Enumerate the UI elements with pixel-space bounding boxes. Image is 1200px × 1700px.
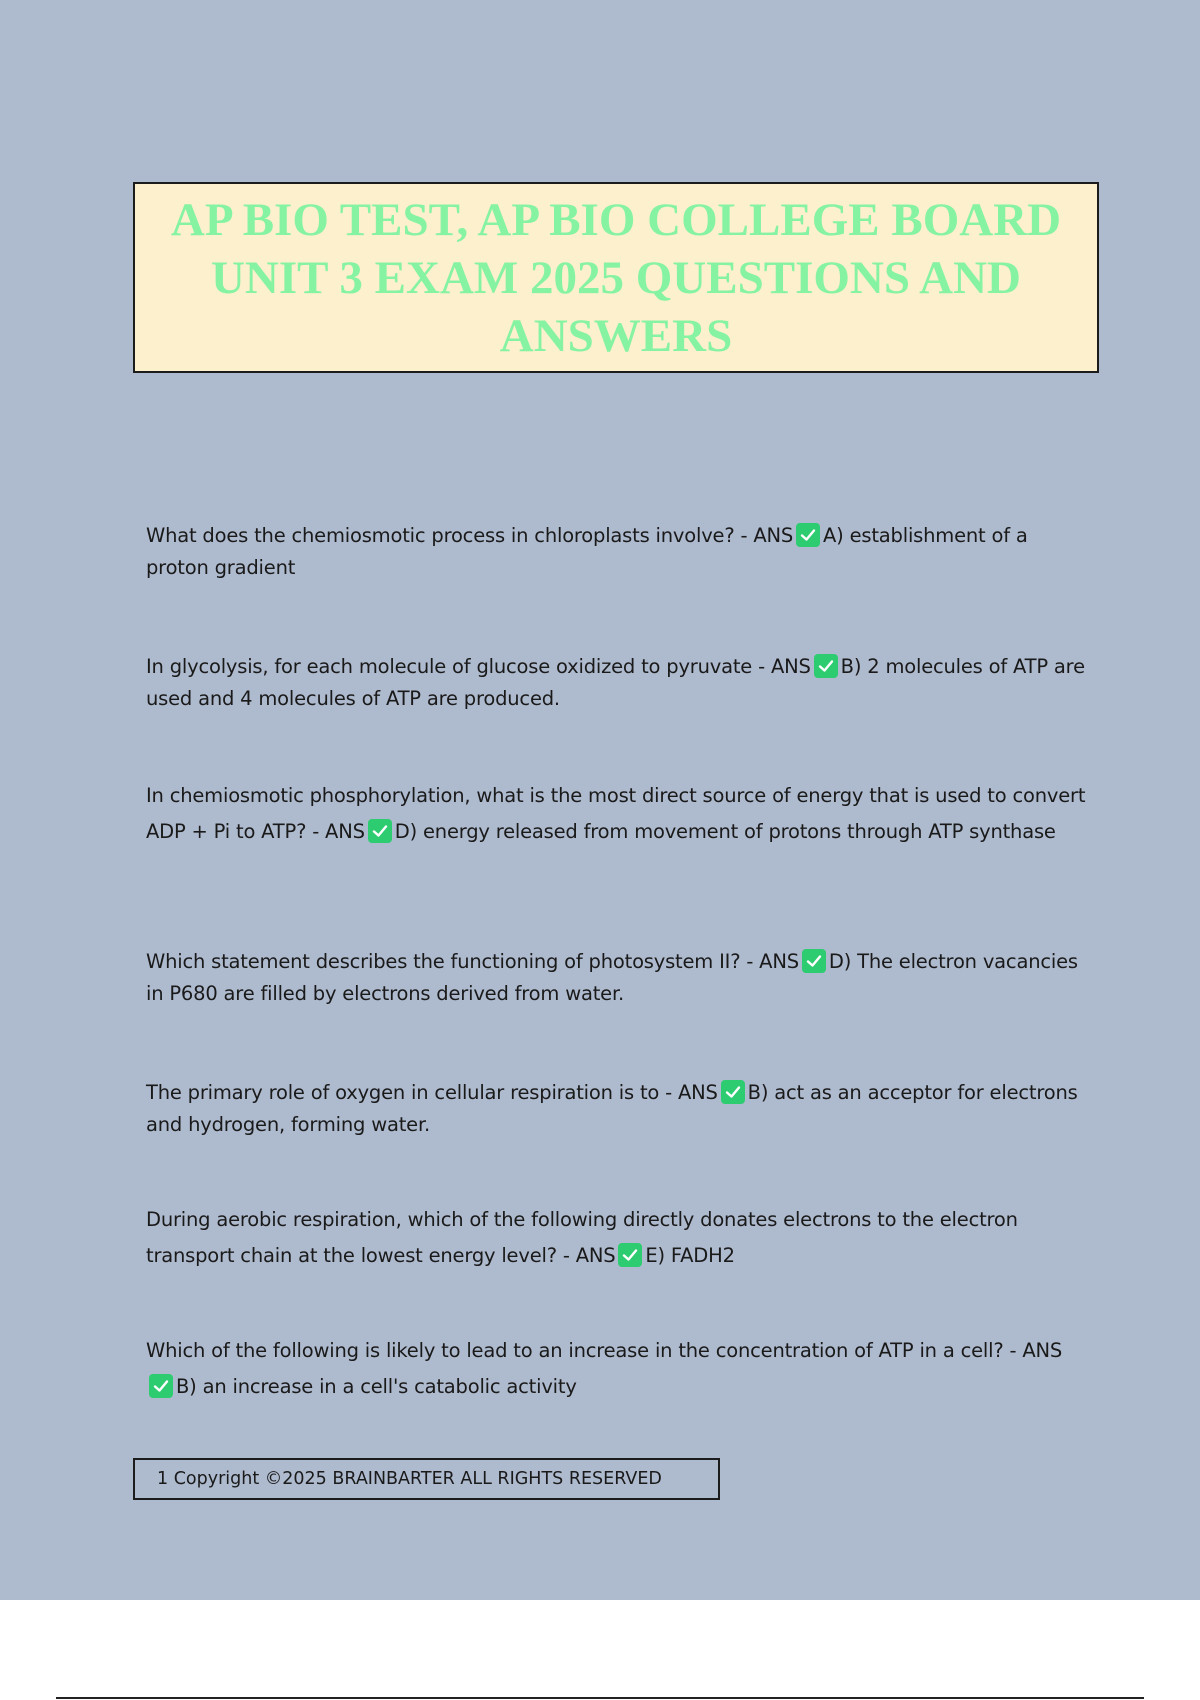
question-text: The primary role of oxygen in cellular respiration is to - ANS bbox=[146, 1081, 718, 1104]
copyright-footer bbox=[133, 1458, 720, 1500]
answer-text: B) 2 molecules of ATP are used and 4 molecules of ATP are produced. bbox=[146, 655, 1085, 710]
green-checkmark-icon bbox=[618, 1243, 642, 1267]
qa-item-2 bbox=[146, 651, 1086, 715]
qa-item-1 bbox=[146, 520, 1086, 584]
answer-text: D) energy released from movement of protons through ATP synthase bbox=[394, 820, 1056, 843]
question-text: Which of the following is likely to lead to an increase in the concentration of ATP in a cell? - ANS bbox=[146, 1339, 1063, 1362]
green-checkmark-icon bbox=[368, 819, 392, 843]
qa-item-6 bbox=[146, 1202, 1086, 1274]
answer-text: E) FADH2 bbox=[645, 1244, 735, 1267]
title-banner bbox=[133, 182, 1099, 373]
qa-item-4 bbox=[146, 946, 1086, 1010]
green-checkmark-icon bbox=[796, 523, 820, 547]
question-text: In glycolysis, for each molecule of glucose oxidized to pyruvate - ANS bbox=[146, 655, 811, 678]
qa-item-3 bbox=[146, 778, 1086, 850]
bottom-divider bbox=[56, 1697, 1144, 1699]
green-checkmark-icon bbox=[149, 1374, 173, 1398]
green-checkmark-icon bbox=[802, 949, 826, 973]
copyright-text: 1 Copyright ©2025 BRAINBARTER ALL RIGHTS RESERVED bbox=[157, 1469, 662, 1489]
qa-item-7 bbox=[146, 1333, 1086, 1405]
question-text: Which statement describes the functioning of photosystem II? - ANS bbox=[146, 950, 799, 973]
answer-text: D) The electron vacancies in P680 are filled by electrons derived from water. bbox=[146, 950, 1078, 1005]
answer-text: A) establishment of a proton gradient bbox=[146, 524, 1028, 579]
question-text: What does the chemiosmotic process in chloroplasts involve? - ANS bbox=[146, 524, 794, 547]
green-checkmark-icon bbox=[721, 1080, 745, 1104]
answer-text: B) act as an acceptor for electrons and hydrogen, forming water. bbox=[146, 1081, 1078, 1136]
qa-item-5 bbox=[146, 1077, 1086, 1141]
answer-text: B) an increase in a cell's catabolic activity bbox=[176, 1375, 577, 1398]
document-title: AP BIO TEST, AP BIO COLLEGE BOARD UNIT 3 EXAM 2025 QUESTIONS AND ANSWERS bbox=[170, 193, 1062, 362]
green-checkmark-icon bbox=[814, 654, 838, 678]
question-text: During aerobic respiration, which of the following directly donates electrons to the electron transport chain at the lowest energy level? - ANS bbox=[146, 1208, 1018, 1267]
question-text: In chemiosmotic phosphorylation, what is the most direct source of energy that is used to convert ADP + Pi to ATP? - ANS bbox=[146, 784, 1086, 843]
